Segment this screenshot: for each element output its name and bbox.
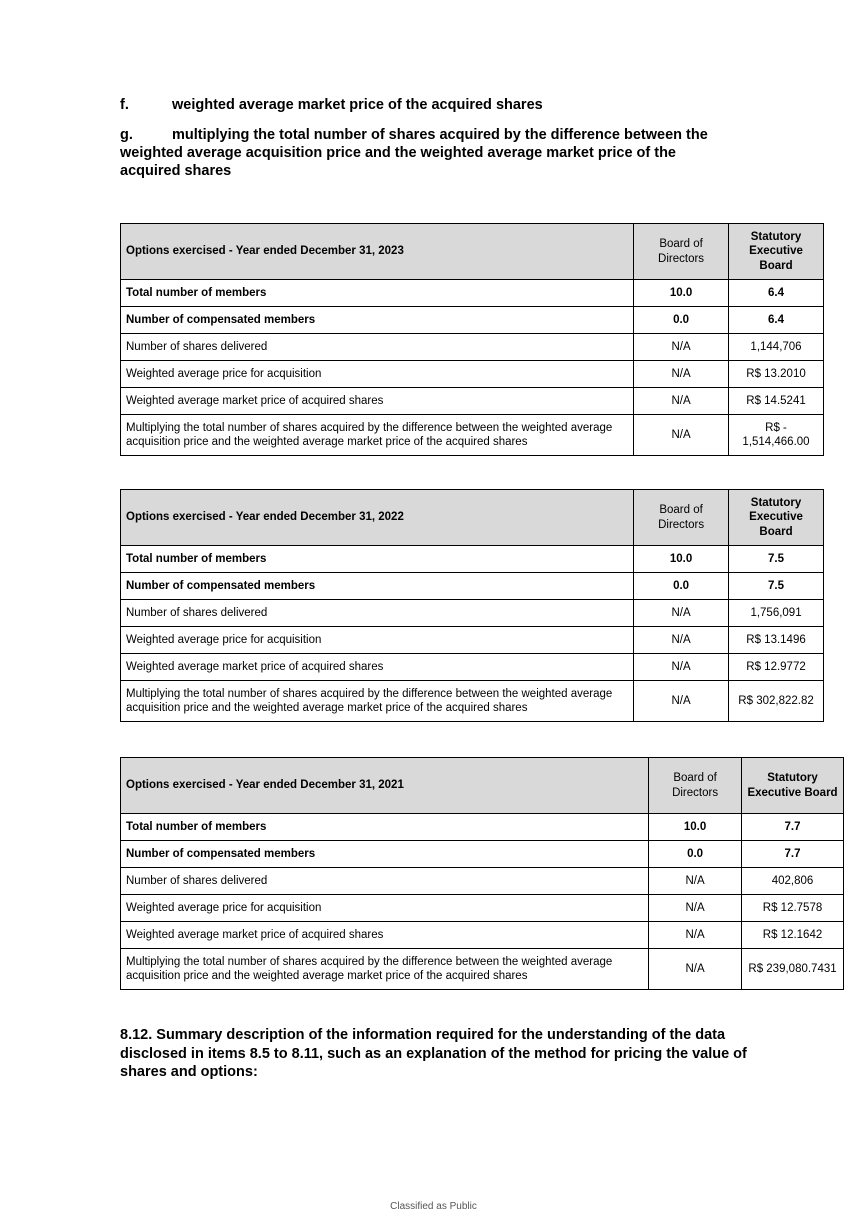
board-value: N/A (634, 627, 729, 654)
row-label: Number of compensated members (121, 841, 649, 868)
column-header-board: Board of Directors (634, 224, 729, 280)
column-header-executive: Statutory Executive Board (742, 758, 844, 814)
board-value: 10.0 (634, 546, 729, 573)
row-label: Multiplying the total number of shares acquired by the difference between the weighted average acquisition price and the weighted average market price of the acquired shares (121, 415, 634, 456)
column-header-executive: Statutory Executive Board (729, 490, 824, 546)
board-value: N/A (634, 361, 729, 388)
table-row (121, 415, 824, 456)
exec-value: R$ 12.1642 (742, 922, 844, 949)
exec-value: 7.7 (742, 841, 844, 868)
row-label: Number of shares delivered (121, 868, 649, 895)
row-label: Number of shares delivered (121, 600, 634, 627)
row-label: Weighted average market price of acquired shares (121, 922, 649, 949)
board-value: N/A (634, 681, 729, 722)
options-table-2022 (120, 489, 824, 722)
table-title: Options exercised - Year ended December 31, 2021 (121, 758, 649, 814)
board-value: 10.0 (634, 280, 729, 307)
table-header-row (121, 224, 824, 280)
row-label: Multiplying the total number of shares acquired by the difference between the weighted average acquisition price and the weighted average market price of the acquired shares (121, 681, 634, 722)
exec-value: R$ 13.2010 (729, 361, 824, 388)
row-label: Weighted average price for acquisition (121, 361, 634, 388)
board-value: 0.0 (649, 841, 742, 868)
table-row (121, 654, 824, 681)
column-header-board: Board of Directors (649, 758, 742, 814)
options-table-2021 (120, 757, 844, 990)
exec-value: R$ 239,080.7431 (742, 949, 844, 990)
classification-footer: Classified as Public (390, 1201, 477, 1212)
board-value: 0.0 (634, 573, 729, 600)
row-label: Total number of members (121, 814, 649, 841)
exec-value: 6.4 (729, 307, 824, 334)
table-row (121, 388, 824, 415)
exec-value: 1,756,091 (729, 600, 824, 627)
row-label: Multiplying the total number of shares acquired by the difference between the weighted average acquisition price and the weighted average market price of the acquired shares (121, 949, 649, 990)
item-f-letter: f. (120, 97, 129, 113)
row-label: Total number of members (121, 280, 634, 307)
exec-value: 1,144,706 (729, 334, 824, 361)
row-label: Weighted average price for acquisition (121, 895, 649, 922)
exec-value: R$ 12.7578 (742, 895, 844, 922)
board-value: N/A (634, 388, 729, 415)
row-label: Total number of members (121, 546, 634, 573)
exec-value: 7.7 (742, 814, 844, 841)
item-f (120, 96, 543, 114)
row-label: Weighted average price for acquisition (121, 627, 634, 654)
board-value: N/A (634, 654, 729, 681)
board-value: 0.0 (634, 307, 729, 334)
exec-value: R$ 14.5241 (729, 388, 824, 415)
section-heading-8-12: 8.12. Summary description of the information required for the understanding of the data disclosed in items 8.5 to 8.11, such as an explanation of the method for pricing the value of shares and options: (120, 1027, 747, 1080)
board-value: N/A (634, 600, 729, 627)
options-table-2023 (120, 223, 824, 456)
table-row (121, 600, 824, 627)
table-row (121, 334, 824, 361)
exec-value: 6.4 (729, 280, 824, 307)
item-g (120, 126, 740, 180)
table-row (121, 895, 844, 922)
table-header-row (121, 758, 844, 814)
column-header-executive: Statutory Executive Board (729, 224, 824, 280)
table-row (121, 841, 844, 868)
board-value: N/A (649, 949, 742, 990)
table-row (121, 627, 824, 654)
table-row (121, 546, 824, 573)
board-value: N/A (634, 334, 729, 361)
table-header-row (121, 490, 824, 546)
table-row (121, 814, 844, 841)
exec-value: R$ 13.1496 (729, 627, 824, 654)
table-row (121, 361, 824, 388)
table-row (121, 280, 824, 307)
exec-value: 7.5 (729, 546, 824, 573)
exec-value: 7.5 (729, 573, 824, 600)
table-title: Options exercised - Year ended December 31, 2023 (121, 224, 634, 280)
row-label: Weighted average market price of acquired shares (121, 654, 634, 681)
table-row (121, 307, 824, 334)
item-g-letter: g. (120, 127, 133, 143)
exec-value: R$ - 1,514,466.00 (729, 415, 824, 456)
board-value: N/A (634, 415, 729, 456)
table-title: Options exercised - Year ended December 31, 2022 (121, 490, 634, 546)
exec-value: R$ 302,822.82 (729, 681, 824, 722)
table-row (121, 949, 844, 990)
item-g-text: multiplying the total number of shares acquired by the difference between the weighted average acquisition price and the weighted average market price of the acquired shares (120, 127, 708, 179)
column-header-board: Board of Directors (634, 490, 729, 546)
row-label: Number of compensated members (121, 573, 634, 600)
exec-value: R$ 12.9772 (729, 654, 824, 681)
board-value: N/A (649, 922, 742, 949)
item-f-text: weighted average market price of the acquired shares (172, 97, 543, 113)
exec-value: 402,806 (742, 868, 844, 895)
row-label: Number of shares delivered (121, 334, 634, 361)
board-value: N/A (649, 868, 742, 895)
table-row (121, 868, 844, 895)
table-row (121, 681, 824, 722)
row-label: Weighted average market price of acquired shares (121, 388, 634, 415)
row-label: Number of compensated members (121, 307, 634, 334)
board-value: N/A (649, 895, 742, 922)
table-row (121, 922, 844, 949)
board-value: 10.0 (649, 814, 742, 841)
table-row (121, 573, 824, 600)
